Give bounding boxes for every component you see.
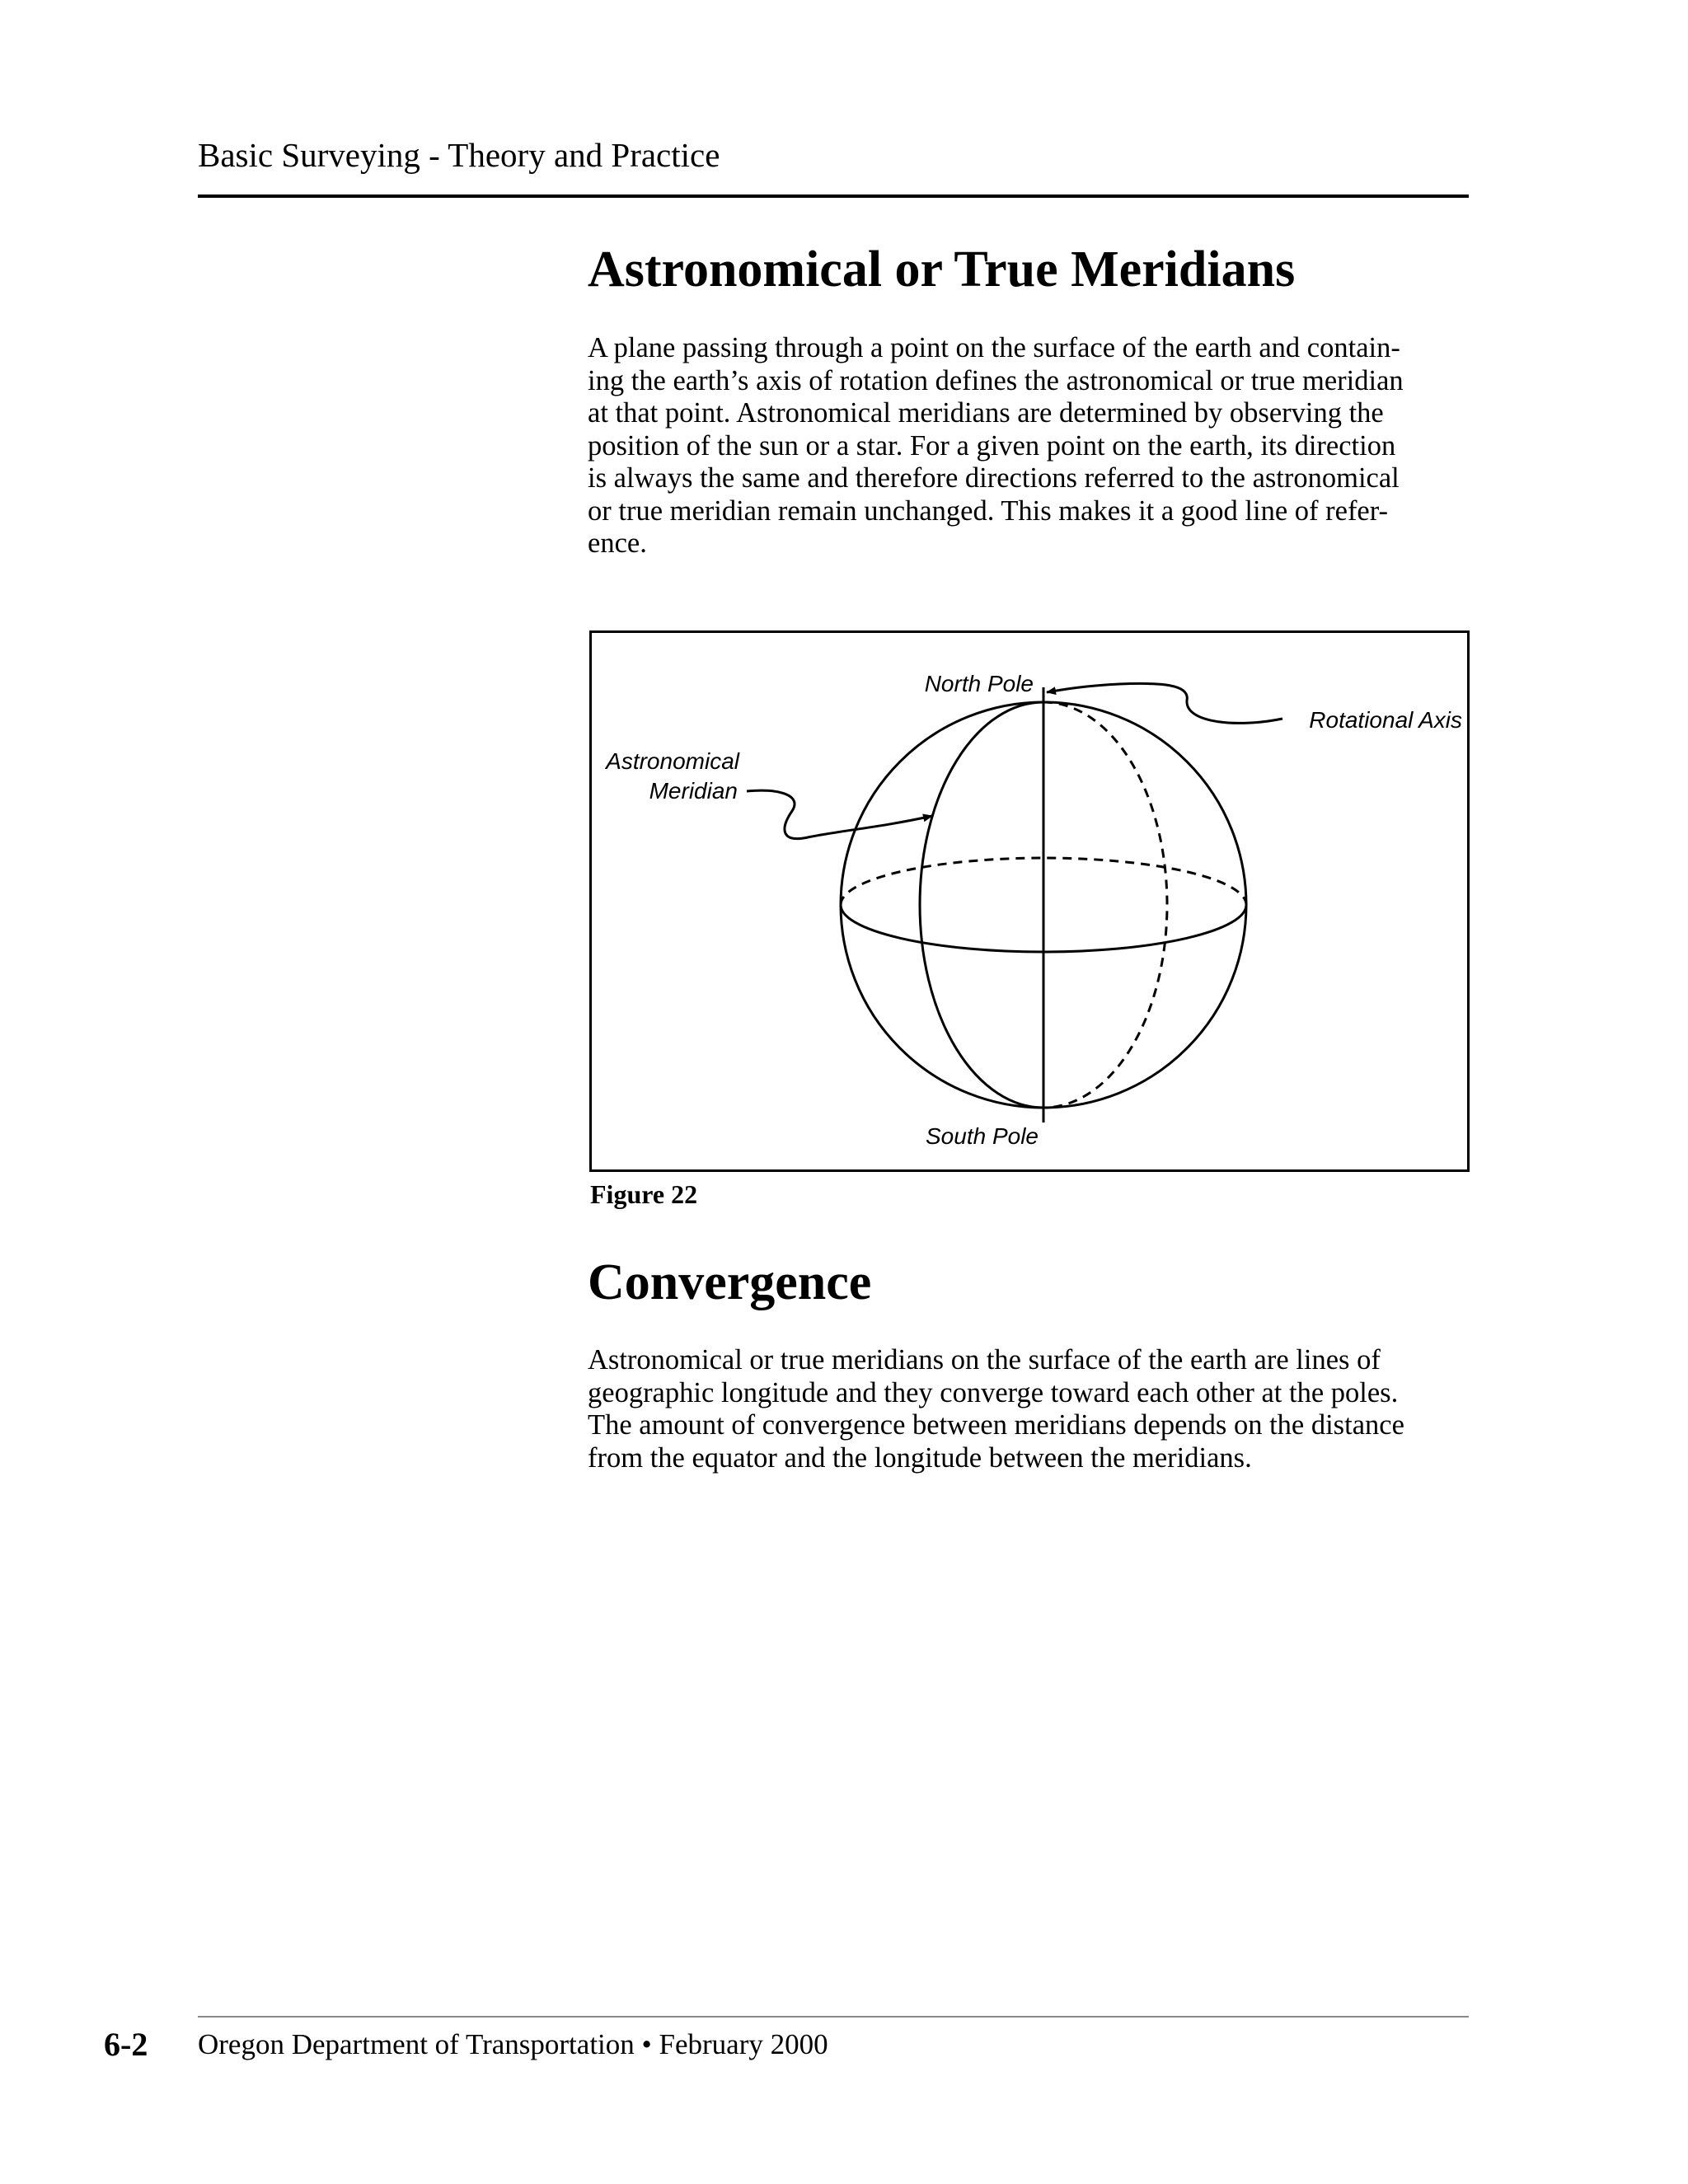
paragraph-line: or true meridian remain unchanged. This makes it a good line of refer- bbox=[588, 494, 1389, 527]
section-title-astronomical-meridians: Astronomical or True Meridians bbox=[588, 241, 1296, 298]
label-north-pole: North Pole bbox=[924, 671, 1034, 696]
figure-meridian-diagram bbox=[589, 630, 1470, 1172]
rotational-axis-leader bbox=[1047, 683, 1282, 723]
paragraph-line: The amount of convergence between meridians depends on the distance bbox=[588, 1409, 1404, 1441]
meridian-back bbox=[1043, 702, 1167, 1108]
figure-caption: Figure 22 bbox=[590, 1179, 698, 1209]
paragraph-astronomical-meridians bbox=[588, 332, 1478, 560]
paragraph-line: ence. bbox=[588, 527, 647, 559]
paragraph-line: at that point. Astronomical meridians are determined by observing the bbox=[588, 397, 1384, 429]
paragraph-line: A plane passing through a point on the surface of the earth and contain- bbox=[588, 332, 1400, 363]
label-meridian: Meridian bbox=[649, 778, 738, 804]
label-south-pole: South Pole bbox=[926, 1123, 1039, 1149]
paragraph-convergence bbox=[588, 1344, 1478, 1474]
paragraph-line: Astronomical or true meridians on the surface of the earth are lines of bbox=[588, 1344, 1381, 1376]
label-astronomical: Astronomical bbox=[606, 748, 739, 774]
paragraph-line: position of the sun or a star. For a given point on the earth, its direction bbox=[588, 429, 1396, 462]
running-header: Basic Surveying - Theory and Practice bbox=[198, 136, 720, 174]
header-rule bbox=[198, 194, 1469, 198]
paragraph-line: ing the earth’s axis of rotation defines the astronomical or true meridian bbox=[588, 364, 1404, 396]
footer-text: Oregon Department of Transportation • February 2000 bbox=[198, 2028, 828, 2060]
globe-diagram bbox=[592, 633, 1472, 1174]
meridian-front bbox=[920, 702, 1043, 1108]
label-rotational-axis: Rotational Axis bbox=[1309, 707, 1462, 733]
paragraph-line: geographic longitude and they converge toward each other at the poles. bbox=[588, 1376, 1399, 1408]
paragraph-line: from the equator and the longitude between the meridians. bbox=[588, 1441, 1252, 1474]
section-title-convergence: Convergence bbox=[588, 1254, 872, 1310]
page-number: 6-2 bbox=[104, 2026, 148, 2063]
paragraph-line: is always the same and therefore directions referred to the astronomical bbox=[588, 462, 1400, 494]
footer-rule bbox=[198, 2016, 1469, 2018]
meridian-leader bbox=[747, 790, 932, 838]
